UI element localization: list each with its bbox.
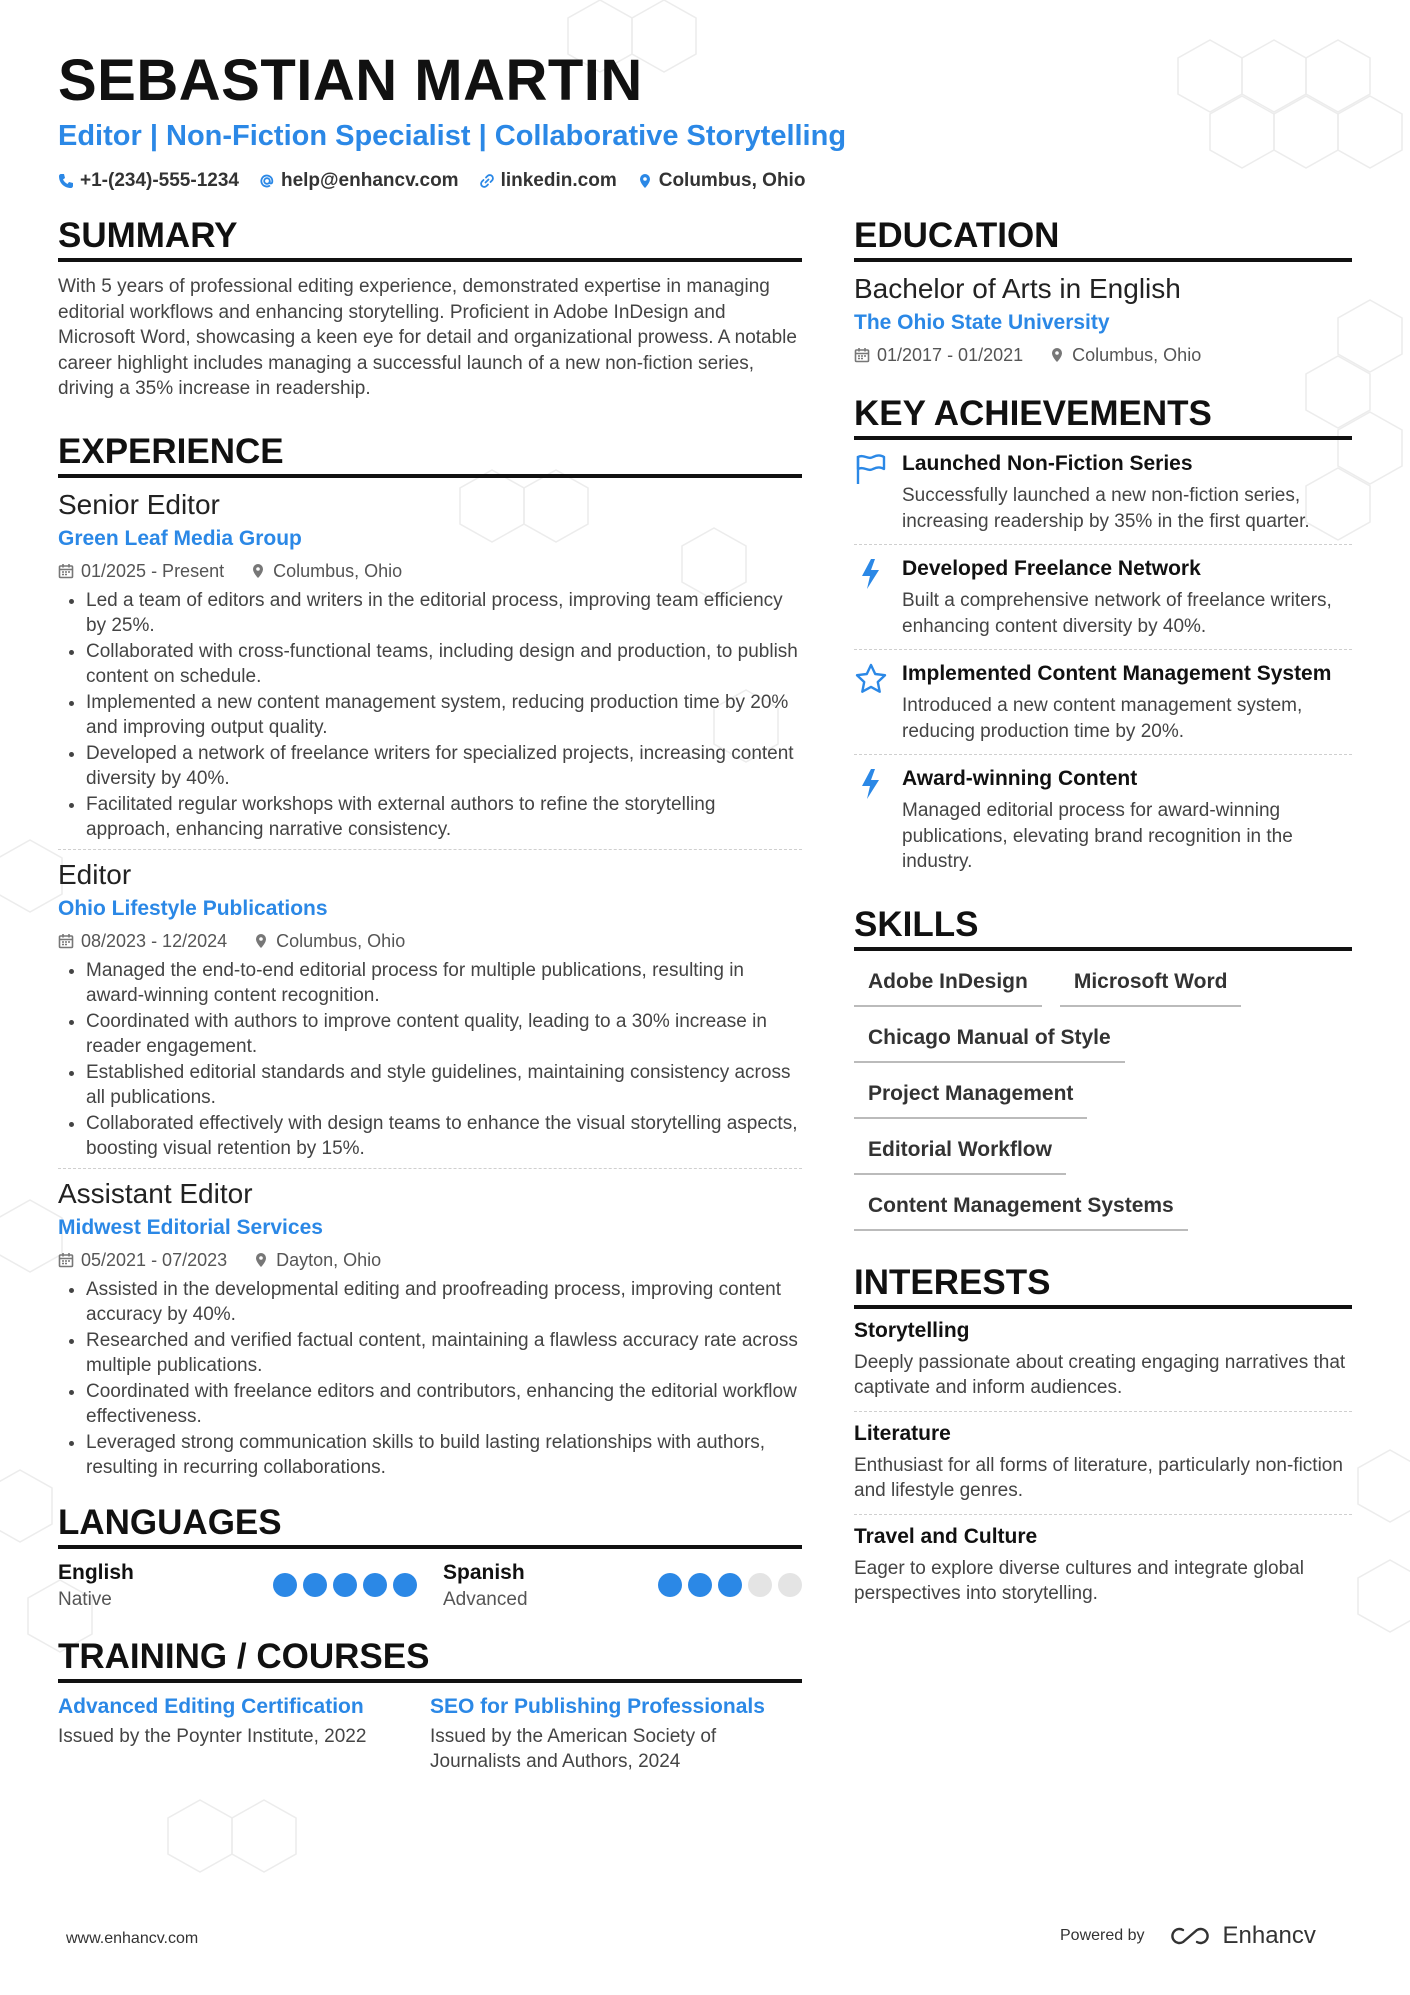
summary-heading: SUMMARY (58, 214, 802, 262)
contact-bar (58, 168, 805, 194)
language-rating (273, 1559, 417, 1613)
rating-dot-filled (393, 1573, 417, 1597)
company-name: Midwest Editorial Services (58, 1215, 323, 1239)
job-dates: 08/2023 - 12/2024 (81, 930, 228, 951)
course-desc: Issued by the Poynter Institute, 2022 (58, 1725, 367, 1747)
experience-item (58, 850, 802, 1169)
footer-website[interactable]: www.enhancv.com (66, 1930, 199, 1947)
flag-icon (854, 452, 888, 486)
contact-linkedin[interactable] (479, 168, 617, 194)
interest-item (854, 1412, 1352, 1515)
at-icon (259, 173, 275, 189)
job-bullet: • Assisted in the developmental editing and proofreading process, improving content accuracy by 40%. (86, 1277, 802, 1328)
languages-heading: LANGUAGES (58, 1501, 802, 1549)
rating-dot-empty (748, 1573, 772, 1597)
contact-email[interactable] (259, 168, 459, 194)
experience-heading: EXPERIENCE (58, 430, 802, 478)
language-name: English (58, 1560, 134, 1584)
interests-list (854, 1309, 1352, 1617)
achievement-item (854, 545, 1352, 650)
job-dates: 01/2025 - Present (81, 560, 225, 581)
experience-item (58, 1169, 802, 1487)
calendar-icon (854, 347, 870, 363)
achievement-desc: Introduced a new content management system, reducing production time by 20%. (902, 695, 1303, 742)
rating-dot-filled (363, 1573, 387, 1597)
course-title: Advanced Editing Certification (58, 1694, 364, 1718)
experience-item (58, 478, 802, 850)
job-location: Dayton, Ohio (276, 1249, 382, 1270)
contact-phone[interactable] (58, 168, 239, 194)
job-bullet: • Leveraged strong communication skills to build lasting relationships with authors, resulting in recurring collaborations. (86, 1430, 802, 1481)
achievement-desc: Managed editorial process for award-winning publications, elevating brand recognition in the industry. (902, 800, 1293, 872)
education-heading: EDUCATION (854, 214, 1352, 262)
star-icon (854, 662, 888, 696)
linkedin-text: linkedin.com (500, 170, 617, 191)
job-location: Columbus, Ohio (276, 930, 406, 951)
calendar-icon (58, 1252, 74, 1268)
skill-tag: Chicago Manual of Style (854, 1021, 1125, 1063)
course-desc: Issued by the American Society of Journalists and Authors, 2024 (430, 1725, 717, 1772)
achievement-title: Award-winning Content (902, 767, 1138, 790)
interest-item (854, 1309, 1352, 1412)
education-location: Columbus, Ohio (1072, 345, 1202, 365)
location-pin-icon (250, 563, 266, 579)
skill-tag: Project Management (854, 1077, 1087, 1119)
candidate-name: SEBASTIAN MARTIN (58, 48, 643, 113)
brand-logo[interactable] (1169, 1922, 1316, 1950)
job-title: Editor (58, 858, 132, 890)
job-bullet: • Researched and verified factual content, maintaining a flawless accuracy rate across multiple publications. (86, 1328, 802, 1379)
location-text: Columbus, Ohio (658, 170, 806, 191)
education-dates: 01/2017 - 01/2021 (877, 345, 1024, 365)
location-pin-icon (253, 1252, 269, 1268)
rating-dot-filled (658, 1573, 682, 1597)
rating-dot-filled (718, 1573, 742, 1597)
interest-desc: Enthusiast for all forms of literature, particularly non-fiction and lifestyle genres. (854, 1454, 1343, 1501)
job-bullet: • Managed the end-to-end editorial process for multiple publications, resulting in award-winning content recognition. (86, 958, 802, 1009)
brand-name: Enhancv (1222, 1922, 1316, 1949)
language-rating (658, 1559, 802, 1613)
rating-dot-empty (778, 1573, 802, 1597)
achievement-desc: Built a comprehensive network of freelance writers, enhancing content diversity by 40%. (902, 590, 1332, 637)
job-bullet: • Developed a network of freelance writers for specialized projects, increasing content diversity by 40%. (86, 741, 802, 792)
rating-dot-filled (333, 1573, 357, 1597)
phone-icon (58, 173, 74, 189)
achievement-title: Implemented Content Management System (902, 662, 1332, 685)
interest-title: Literature (854, 1421, 951, 1445)
job-dates: 05/2021 - 07/2023 (81, 1249, 228, 1270)
achievement-desc: Successfully launched a new non-fiction series, increasing readership by 35% in the first quarter. (902, 485, 1310, 532)
calendar-icon (58, 563, 74, 579)
school-name: The Ohio State University (854, 311, 1110, 334)
bolt-icon (854, 557, 888, 591)
job-bullet: • Facilitated regular workshops with external authors to refine the storytelling approach, enhancing narrative consistency. (86, 792, 802, 843)
course-title: SEO for Publishing Professionals (430, 1694, 765, 1718)
location-pin-icon (253, 933, 269, 949)
achievements-list (854, 440, 1352, 885)
right-column (854, 214, 1352, 1617)
left-column (58, 214, 802, 1775)
job-title: Assistant Editor (58, 1177, 253, 1209)
job-title: Senior Editor (58, 488, 220, 520)
training-heading: TRAINING / COURSES (58, 1635, 802, 1683)
rating-dot-filled (303, 1573, 327, 1597)
enhancv-logo-icon (1169, 1924, 1215, 1948)
job-bullet: • Coordinated with authors to improve content quality, leading to a 30% increase in reader engagement. (86, 1009, 802, 1060)
powered-by-text: Powered by (1060, 1927, 1145, 1944)
language-item (443, 1559, 802, 1613)
interest-item (854, 1515, 1352, 1617)
company-name: Ohio Lifestyle Publications (58, 896, 328, 920)
contact-location (637, 168, 806, 194)
interests-heading: INTERESTS (854, 1261, 1352, 1309)
course-item (58, 1693, 430, 1775)
calendar-icon (58, 933, 74, 949)
achievement-title: Developed Freelance Network (902, 557, 1201, 580)
location-pin-icon (1049, 347, 1065, 363)
interest-desc: Eager to explore diverse cultures and integrate global perspectives into storytelling. (854, 1557, 1304, 1604)
language-item (58, 1559, 443, 1613)
bolt-icon (854, 767, 888, 801)
achievements-heading: KEY ACHIEVEMENTS (854, 392, 1352, 440)
course-item (430, 1693, 802, 1775)
achievement-title: Launched Non-Fiction Series (902, 452, 1193, 475)
rating-dot-filled (273, 1573, 297, 1597)
job-bullet: • Led a team of editors and writers in the editorial process, improving team efficiency by 25%. (86, 588, 802, 639)
achievement-item (854, 650, 1352, 755)
job-location: Columbus, Ohio (273, 560, 403, 581)
skills-list (854, 965, 1352, 1231)
language-level: Native (58, 1588, 112, 1610)
job-bullet: • Collaborated effectively with design teams to enhance the visual storytelling aspects, boosting visual retention by 15%. (86, 1111, 802, 1162)
interest-title: Travel and Culture (854, 1524, 1038, 1548)
job-bullet: • Coordinated with freelance editors and contributors, enhancing the editorial workflow effectiveness. (86, 1379, 802, 1430)
courses-list (58, 1693, 802, 1775)
interest-title: Storytelling (854, 1318, 970, 1342)
achievement-item (854, 440, 1352, 545)
skill-tag: Editorial Workflow (854, 1133, 1066, 1175)
candidate-tagline: Editor | Non-Fiction Specialist | Collaborative Storytelling (58, 120, 847, 152)
link-icon (479, 173, 495, 189)
language-name: Spanish (443, 1560, 525, 1584)
email-text: help@enhancv.com (280, 170, 459, 191)
company-name: Green Leaf Media Group (58, 526, 302, 550)
summary-text: With 5 years of professional editing experience, demonstrated expertise in managing editorial workflows and enhancing storytelling. Proficient in Adobe InDesign and Microsoft Word, showcasing a keen eye for detail and organizational prowess. A notable career highlight includes managing a successful launch of a new non-fiction series, driving a 35% increase in readership. (58, 276, 797, 399)
achievement-item (854, 755, 1352, 885)
skill-tag: Content Management Systems (854, 1189, 1188, 1231)
footer-branding (1060, 1922, 1316, 1950)
job-bullet: • Collaborated with cross-functional teams, including design and production, to publish content on schedule. (86, 639, 802, 690)
skills-heading: SKILLS (854, 903, 1352, 951)
location-pin-icon (637, 173, 653, 189)
phone-text: +1-(234)-555-1234 (80, 170, 239, 191)
skill-tag: Adobe InDesign (854, 965, 1042, 1007)
job-bullet: • Implemented a new content management system, reducing production time by 20% and improving output quality. (86, 690, 802, 741)
skill-tag: Microsoft Word (1060, 965, 1242, 1007)
languages-list (58, 1559, 802, 1613)
degree-title: Bachelor of Arts in English (854, 273, 1181, 304)
language-level: Advanced (443, 1588, 528, 1610)
rating-dot-filled (688, 1573, 712, 1597)
job-bullet: • Established editorial standards and style guidelines, maintaining consistency across all publications. (86, 1060, 802, 1111)
interest-desc: Deeply passionate about creating engaging narratives that captivate and inform audiences. (854, 1351, 1346, 1398)
